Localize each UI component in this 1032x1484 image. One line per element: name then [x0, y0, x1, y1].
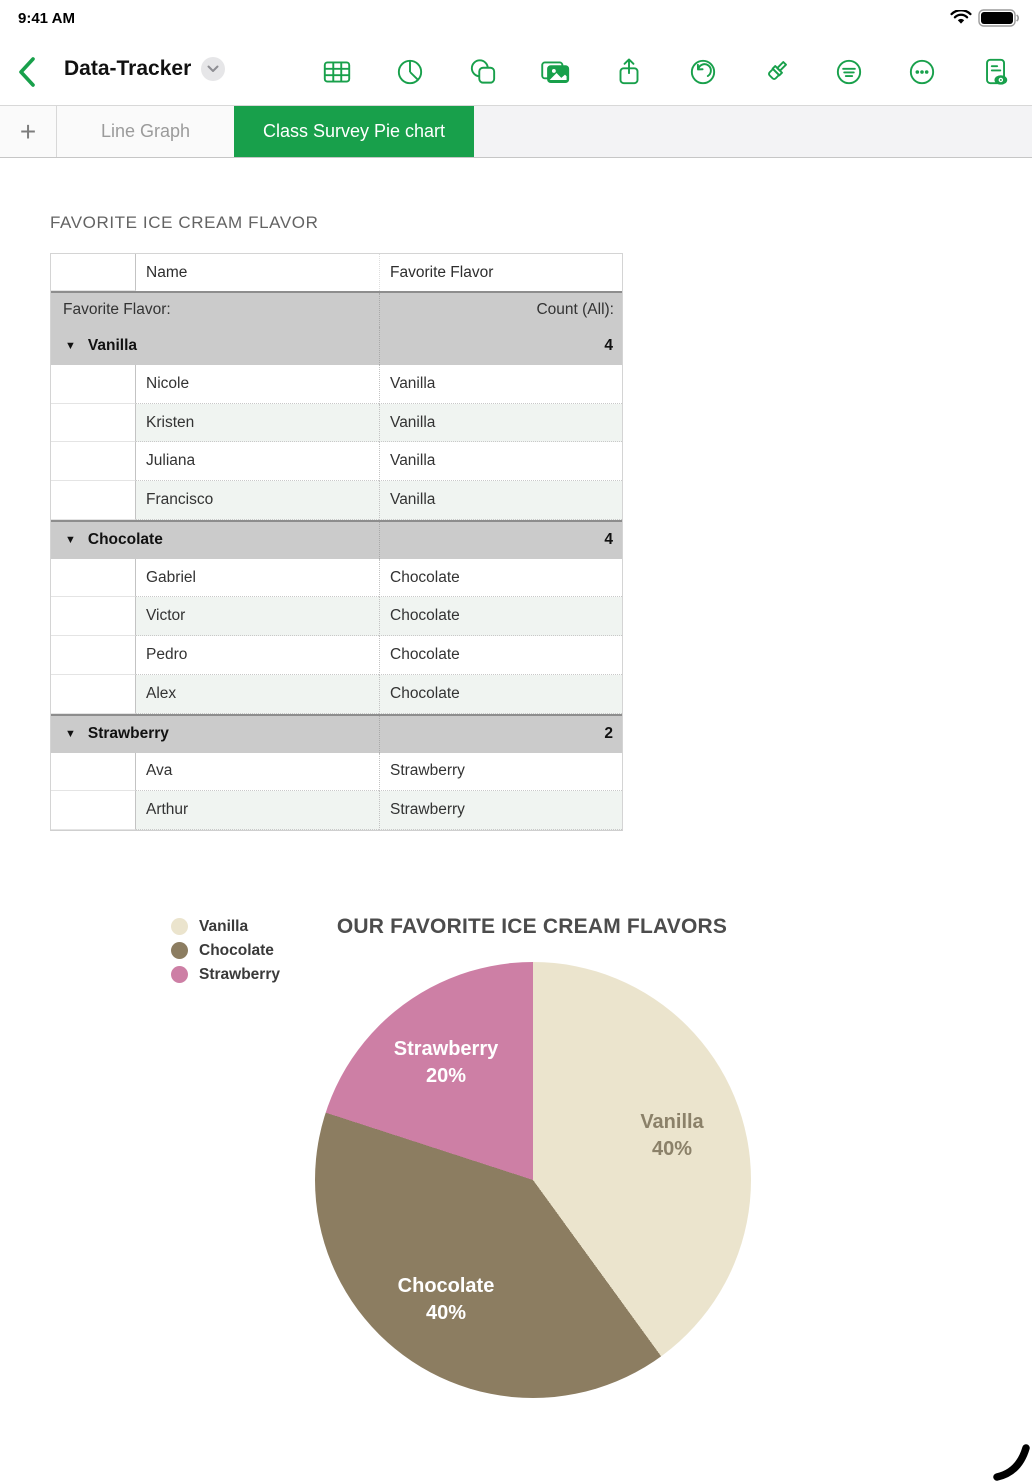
flavor-cell[interactable]: Vanilla: [379, 365, 622, 404]
battery-icon: [978, 8, 1020, 28]
chevron-left-icon: [14, 56, 40, 88]
name-cell[interactable]: Pedro: [136, 636, 379, 675]
flavor-cell[interactable]: Chocolate: [379, 636, 622, 675]
category-summary-row: [51, 291, 622, 327]
slice-label-chocolate: Chocolate 40%: [397, 1275, 495, 1324]
table-row: [51, 753, 622, 792]
table-row: [51, 675, 622, 714]
view-reader-icon[interactable]: [976, 53, 1014, 91]
slice-label-strawberry: Strawberry 20%: [393, 1038, 499, 1087]
column-header-favorite-flavor[interactable]: Favorite Flavor: [379, 254, 622, 291]
collapse-triangle-icon[interactable]: ▼: [65, 534, 76, 547]
collapse-triangle-icon[interactable]: ▼: [65, 340, 76, 352]
flavor-cell[interactable]: Chocolate: [379, 559, 622, 598]
pie-chart[interactable]: [315, 962, 751, 1398]
legend-swatch-icon: [171, 942, 188, 959]
flavor-cell[interactable]: Vanilla: [379, 404, 622, 443]
row-header-cell[interactable]: [51, 675, 136, 714]
slice-label-vanilla: Vanilla 40%: [640, 1111, 704, 1160]
row-header-cell[interactable]: [51, 442, 136, 481]
tab-line-graph[interactable]: Line Graph: [57, 106, 234, 157]
filter-label[interactable]: Favorite Flavor:: [63, 301, 171, 318]
flavor-cell[interactable]: Vanilla: [379, 481, 622, 520]
shapes-icon[interactable]: [464, 53, 502, 91]
chart-title: OUR FAVORITE ICE CREAM FLAVORS: [336, 915, 728, 938]
name-cell[interactable]: Nicole: [136, 365, 379, 404]
name-cell[interactable]: Francisco: [136, 481, 379, 520]
back-button[interactable]: [14, 56, 40, 88]
row-header-cell[interactable]: [51, 791, 136, 830]
row-header-cell[interactable]: [51, 597, 136, 636]
group-count: 4: [379, 522, 622, 559]
table-header-row: [51, 254, 622, 291]
legend-label: Strawberry: [199, 965, 280, 983]
name-cell[interactable]: Ava: [136, 753, 379, 792]
toolbar: [318, 53, 1014, 91]
flavor-cell[interactable]: Strawberry: [379, 753, 622, 792]
table-row: [51, 404, 622, 443]
table-row: [51, 597, 622, 636]
group-header-chocolate[interactable]: [51, 520, 622, 559]
column-header-name[interactable]: Name: [146, 263, 188, 281]
name-cell[interactable]: Juliana: [136, 442, 379, 481]
name-cell[interactable]: Gabriel: [136, 559, 379, 598]
tab-class-survey-pie-chart[interactable]: Class Survey Pie chart: [234, 106, 474, 157]
name-cell[interactable]: Alex: [136, 675, 379, 714]
table-row: [51, 442, 622, 481]
legend-label: Vanilla: [199, 917, 249, 935]
legend-item-vanilla[interactable]: [171, 918, 280, 935]
table-icon[interactable]: [318, 53, 356, 91]
group-header-strawberry[interactable]: [51, 714, 622, 753]
name-cell[interactable]: Victor: [136, 597, 379, 636]
collapse-triangle-icon[interactable]: ▼: [65, 728, 76, 740]
group-count: 4: [379, 327, 622, 365]
row-header-cell[interactable]: [51, 404, 136, 443]
table-row: [51, 481, 622, 520]
row-header-cell[interactable]: [51, 254, 136, 291]
count-all-label[interactable]: Count (All):: [379, 293, 622, 327]
format-brush-icon[interactable]: [757, 53, 795, 91]
media-icon[interactable]: [537, 53, 575, 91]
flavor-cell[interactable]: Chocolate: [379, 675, 622, 714]
row-header-cell[interactable]: [51, 365, 136, 404]
undo-icon[interactable]: [684, 53, 722, 91]
row-header-cell[interactable]: [51, 636, 136, 675]
table-row: [51, 365, 622, 404]
clock: 9:41 AM: [18, 10, 75, 27]
add-sheet-button[interactable]: +: [0, 106, 57, 157]
group-count: 2: [379, 716, 622, 753]
status-icons: [950, 8, 1020, 28]
table-row: [51, 791, 622, 830]
wifi-icon: [950, 10, 972, 26]
group-label: Chocolate: [87, 531, 163, 549]
more-icon[interactable]: [903, 53, 941, 91]
flavor-cell[interactable]: Chocolate: [379, 597, 622, 636]
flavor-cell[interactable]: Strawberry: [379, 791, 622, 830]
filter-lines-icon[interactable]: [830, 53, 868, 91]
name-cell[interactable]: Kristen: [136, 404, 379, 443]
table-row: [51, 559, 622, 598]
row-header-cell[interactable]: [51, 753, 136, 792]
legend-label: Chocolate: [199, 941, 274, 959]
row-header-cell[interactable]: [51, 481, 136, 520]
share-icon[interactable]: [610, 53, 648, 91]
document-title[interactable]: Data-Tracker: [64, 57, 192, 80]
flavor-cell[interactable]: Vanilla: [379, 442, 622, 481]
legend-item-strawberry[interactable]: [171, 966, 280, 983]
group-label: Vanilla: [87, 337, 138, 354]
table-title: FAVORITE ICE CREAM FLAVOR: [50, 213, 319, 232]
group-label: Strawberry: [87, 725, 169, 742]
flavor-table: [50, 253, 623, 831]
sheet-tab-bar: [0, 105, 1032, 158]
legend-item-chocolate[interactable]: [171, 942, 280, 959]
legend-swatch-icon: [171, 918, 188, 935]
row-header-cell[interactable]: [51, 559, 136, 598]
name-cell[interactable]: Arthur: [136, 791, 379, 830]
title-menu-button[interactable]: [201, 57, 225, 81]
chart-legend[interactable]: [171, 918, 280, 983]
chevron-down-icon: [207, 65, 219, 73]
table-row: [51, 636, 622, 675]
legend-swatch-icon: [171, 966, 188, 983]
chart-icon[interactable]: [391, 53, 429, 91]
group-header-vanilla[interactable]: [51, 327, 622, 365]
